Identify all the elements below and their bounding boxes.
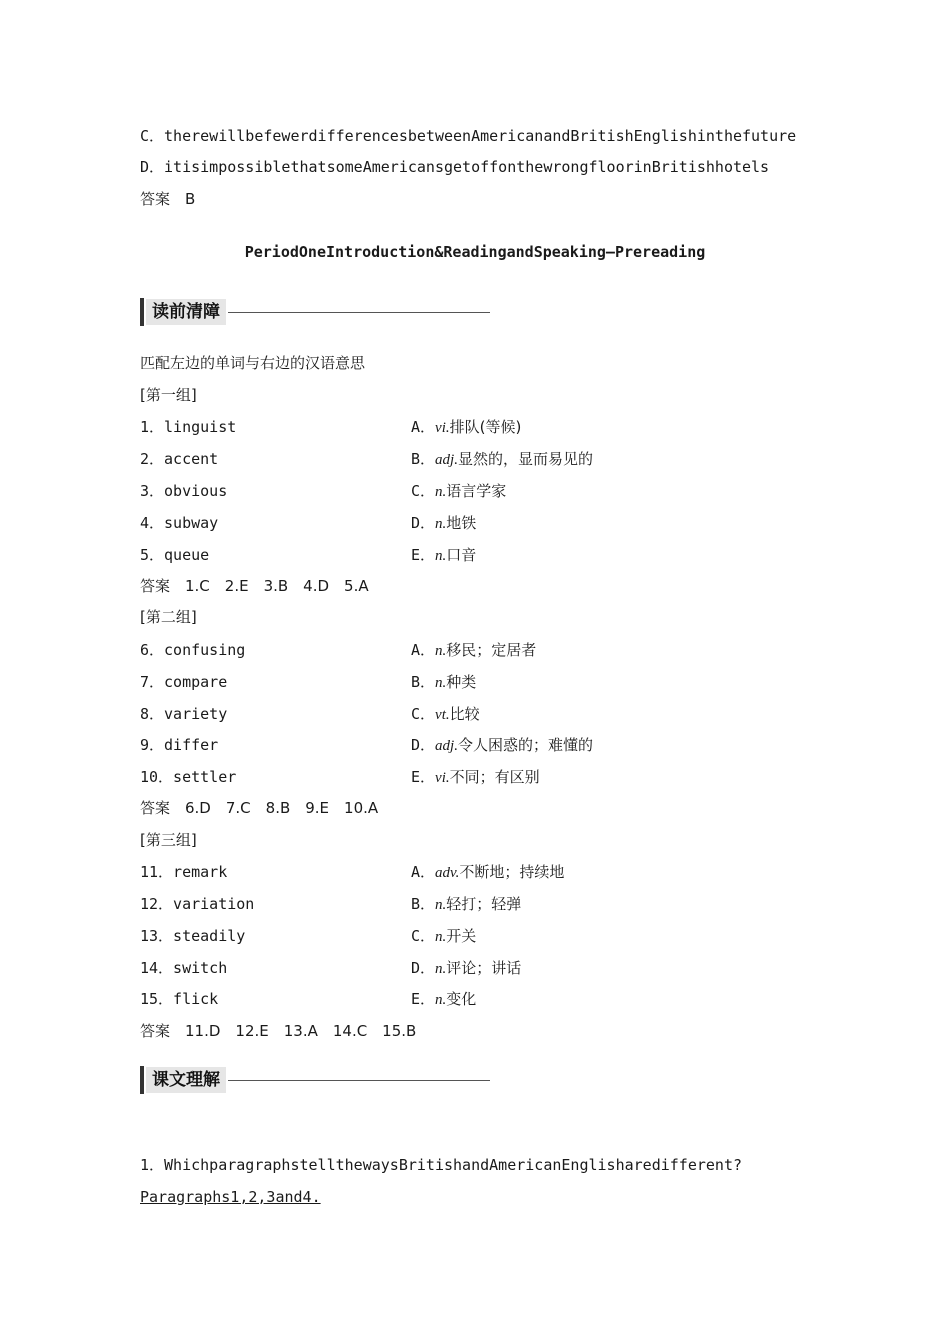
vocab-word: 10．settler — [140, 768, 237, 786]
vocab-word: 3．obvious — [140, 482, 228, 500]
vocab-word: 4．subway — [140, 514, 219, 532]
group-answer: 答案 11.D 12.E 13.A 14.C 15.B — [140, 1022, 417, 1040]
section-rule — [228, 312, 490, 313]
vocab-meaning: A．vi.排队(等候) — [411, 418, 522, 436]
vocab-word: 5．queue — [140, 546, 210, 564]
section-bar — [140, 1066, 144, 1094]
vocab-meaning: D．adj.令人困惑的；难懂的 — [411, 736, 593, 754]
answer-1: Paragraphs1,2,3and4. — [140, 1188, 321, 1206]
vocab-word: 13．steadily — [140, 927, 246, 945]
group-answer: 答案 6.D 7.C 8.B 9.E 10.A — [140, 799, 379, 817]
group-answer: 答案 1.C 2.E 3.B 4.D 5.A — [140, 577, 369, 595]
section-label: 课文理解 — [146, 1067, 226, 1093]
vocab-word: 9．differ — [140, 736, 219, 754]
top-answer: 答案 B — [140, 190, 196, 208]
vocab-meaning: C．n.开关 — [411, 927, 477, 945]
vocab-meaning: E．n.口音 — [411, 546, 477, 564]
vocab-meaning: C．vt.比较 — [411, 705, 480, 723]
vocab-meaning: A．n.移民；定居者 — [411, 641, 537, 659]
vocab-meaning: E．n.变化 — [411, 990, 477, 1008]
group-label: [第二组] — [140, 608, 197, 626]
option-d: D．itisimpossiblethatsomeAmericansgetoffonthewrongfloorinBritishhotels — [140, 158, 770, 176]
vocab-word: 15．flick — [140, 990, 219, 1008]
question-1: 1．WhichparagraphstellthewaysBritishandAmericanEnglisharedifferent? — [140, 1156, 742, 1174]
vocab-word: 6．confusing — [140, 641, 246, 659]
instruction: 匹配左边的单词与右边的汉语意思 — [140, 354, 366, 372]
vocab-word: 12．variation — [140, 895, 255, 913]
section-rule — [228, 1080, 490, 1081]
vocab-word: 8．variety — [140, 705, 228, 723]
vocab-meaning: A．adv.不断地；持续地 — [411, 863, 565, 881]
section-bar — [140, 298, 144, 326]
vocab-meaning: B．adj.显然的，显而易见的 — [411, 450, 593, 468]
section-label: 读前清障 — [146, 299, 226, 325]
vocab-word: 11．remark — [140, 863, 228, 881]
section-header-comprehension — [140, 1066, 490, 1094]
group-label: [第三组] — [140, 831, 197, 849]
section-header-prereading — [140, 298, 490, 326]
vocab-meaning: C．n.语言学家 — [411, 482, 507, 500]
period-title: PeriodOneIntroduction&ReadingandSpeaking—Prereading — [244, 243, 706, 261]
option-c: C．therewillbefewerdifferencesbetweenAmericanandBritishEnglishinthefuture — [140, 127, 797, 145]
vocab-word: 14．switch — [140, 959, 228, 977]
vocab-word: 2．accent — [140, 450, 219, 468]
vocab-meaning: B．n.种类 — [411, 673, 477, 691]
vocab-meaning: B．n.轻打；轻弹 — [411, 895, 522, 913]
vocab-meaning: D．n.评论；讲话 — [411, 959, 522, 977]
vocab-meaning: D．n.地铁 — [411, 514, 477, 532]
group-label: [第一组] — [140, 386, 197, 404]
vocab-meaning: E．vi.不同；有区别 — [411, 768, 540, 786]
vocab-word: 7．compare — [140, 673, 228, 691]
vocab-word: 1．linguist — [140, 418, 237, 436]
